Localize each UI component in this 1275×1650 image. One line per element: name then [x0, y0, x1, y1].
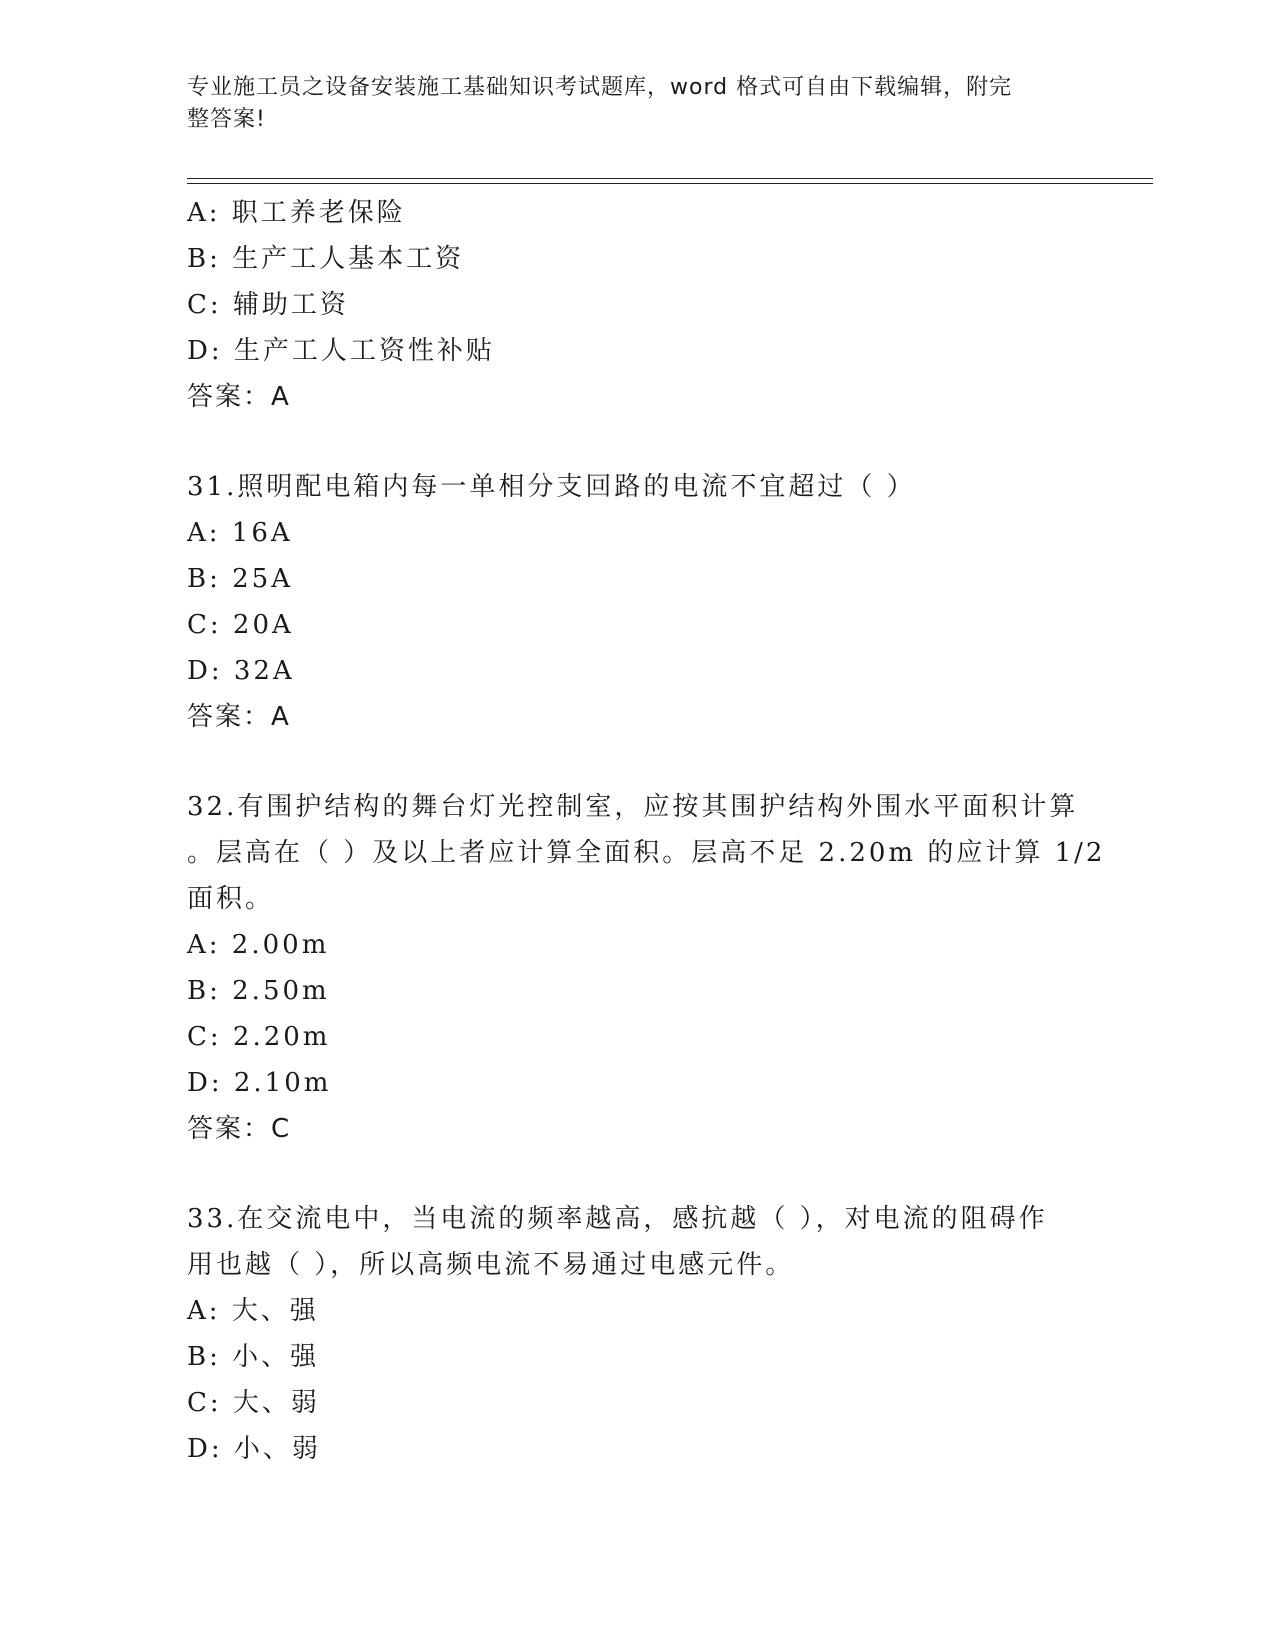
answer-line: 答案：C: [187, 1114, 292, 1144]
header-rule-bottom: [187, 183, 1153, 184]
header-rule-top: [187, 178, 1153, 179]
question-text-line-2: 用也越（ ），所以高频电流不易通过电感元件。: [187, 1250, 795, 1280]
option-d: D: 2.10m: [187, 1068, 332, 1098]
question-content: [187, 190, 1106, 1472]
question-text: 31.照明配电箱内每一单相分支回路的电流不宜超过（ ）: [187, 472, 916, 502]
question-text-line-2: 。层高在（ ）及以上者应计算全面积。层高不足 2.20m 的应计算 1/2: [187, 838, 1106, 868]
question-block-31: [187, 464, 1087, 740]
question-text-line-1: 32.有围护结构的舞台灯光控制室，应按其围护结构外围水平面积计算: [187, 792, 1079, 822]
document-header: [187, 72, 1067, 136]
option-b: B: 生产工人基本工资: [187, 244, 465, 274]
option-c: C: 辅助工资: [187, 290, 349, 320]
question-text-line-3: 面积。: [187, 884, 275, 914]
option-d: D: 32A: [187, 656, 295, 686]
option-d: D: 小、弱: [187, 1434, 321, 1464]
option-d: D: 生产工人工资性补贴: [187, 336, 495, 366]
option-b: B: 2.50m: [187, 976, 330, 1006]
option-b: B: 25A: [187, 564, 293, 594]
option-a: A: 大、强: [187, 1296, 319, 1326]
answer-line: 答案：A: [187, 702, 291, 732]
question-block-32: [187, 784, 1106, 1152]
header-line-1: 专业施工员之设备安装施工基础知识考试题库，word 格式可自由下载编辑，附完: [187, 75, 1013, 100]
header-line-2: 整答案!: [187, 107, 266, 132]
option-c: C: 20A: [187, 610, 294, 640]
option-b: B: 小、强: [187, 1342, 320, 1372]
option-a: A: 16A: [187, 518, 293, 548]
option-a: A: 职工养老保险: [187, 198, 406, 228]
question-block-30: [187, 190, 1087, 420]
option-c: C: 2.20m: [187, 1022, 331, 1052]
question-block-33: [187, 1196, 1087, 1472]
option-c: C: 大、弱: [187, 1388, 320, 1418]
answer-line: 答案：A: [187, 382, 291, 412]
option-a: A: 2.00m: [187, 930, 330, 960]
question-text-line-1: 33.在交流电中，当电流的频率越高，感抗越（ ），对电流的阻碍作: [187, 1204, 1048, 1234]
